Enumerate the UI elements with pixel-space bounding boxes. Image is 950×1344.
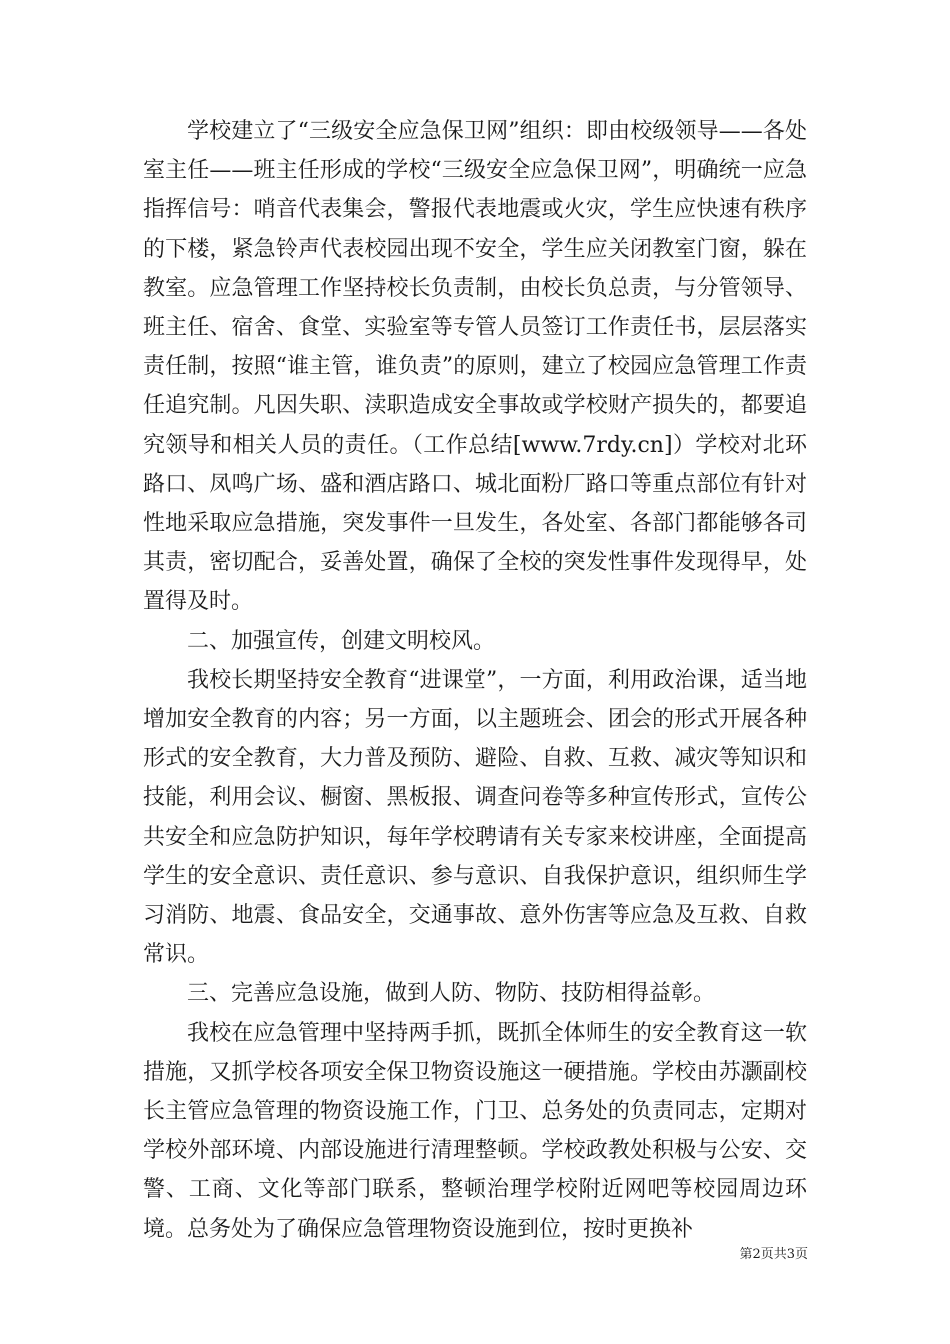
heading-section-three: 三、完善应急设施，做到人防、物防、技防相得益彰。	[187, 981, 716, 1007]
paragraph-emergency-facilities: 我校在应急管理中坚持两手抓，既抓全体师生的安全教育这一软措施，又抓学校各项安全保卫物资设施这一硬措施。学校由苏灏副校长主管应急管理的物资设施工作，门卫、总务处的负责同志，定期对学校外部环境、内部设施进行清理整顿。学校政教处积极与公安、交警、工商、文化等部门联系，整顿治理学校附近网吧等校园周边环境。总务处为了确保应急管理物资设施到位，按时更换补	[143, 1020, 807, 1242]
page-number: 第2页共3页	[739, 1247, 808, 1262]
heading-section-two: 二、加强宣传，创建文明校风。	[187, 628, 496, 654]
paragraph-emergency-network: 学校建立了“三级安全应急保卫网”组织：即由校级领导——各处室主任——班主任形成的学校“三级安全应急保卫网”，明确统一应急指挥信号：哨音代表集会，警报代表地震或火灾，学生应快速有秩序的下楼，紧急铃声代表校园出现不安全，学生应关闭教室门窗，躲在教室。应急管理工作坚持校长负责制，由校长负总责，与分管领导、班主任、宿舍、食堂、实验室等专管人员签订工作责任书，层层落实责任制，按照“谁主管，谁负责”的原则，建立了校园应急管理工作责任追究制。凡因失职、渎职造成安全事故或学校财产损失的，都要追究领导和相关人员的责任。（工作总结[www.7rdy.cn]）学校对北环路口、凤鸣广场、盛和酒店路口、城北面粉厂路口等重点部位有针对性地采取应急措施，突发事件一旦发生，各处室、各部门都能够各司其责，密切配合，妥善处置，确保了全校的突发性事件发现得早，处置得及时。	[143, 119, 807, 615]
document-body	[143, 112, 807, 1249]
paragraph-safety-education: 我校长期坚持安全教育“进课堂”，一方面，利用政治课，适当地增加安全教育的内容；另一方面，以主题班会、团会的形式开展各种形式的安全教育，大力普及预防、避险、自救、互救、减灾等知识和技能，利用会议、橱窗、黑板报、调查问卷等多种宣传形式，宣传公共安全和应急防护知识，每年学校聘请有关专家来校讲座，全面提高学生的安全意识、责任意识、参与意识、自我保护意识，组织师生学习消防、地震、食品安全，交通事故、意外伤害等应急及互救、自救常识。	[143, 667, 807, 968]
